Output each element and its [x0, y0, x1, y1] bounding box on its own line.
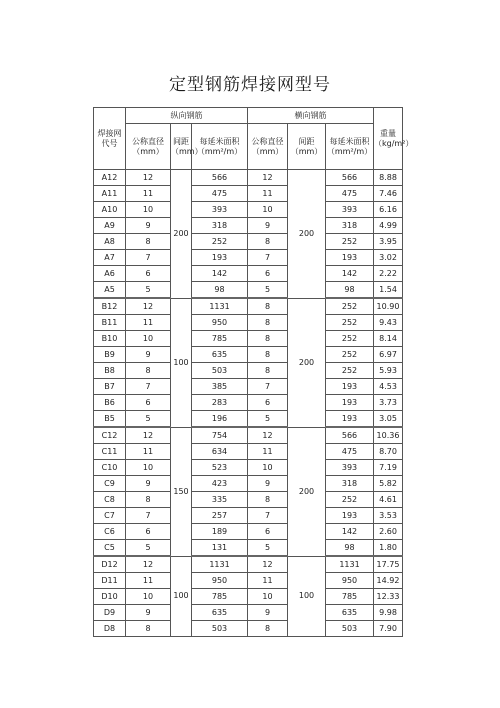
trans-diameter: 11	[248, 186, 288, 202]
weight: 4.53	[374, 379, 403, 395]
long-area: 754	[192, 427, 248, 444]
weight: 3.73	[374, 395, 403, 411]
header-long-diameter: 公称直径（mm）	[126, 124, 171, 170]
weight: 4.99	[374, 218, 403, 234]
trans-diameter: 8	[248, 492, 288, 508]
trans-diameter: 9	[248, 605, 288, 621]
trans-area: 98	[326, 540, 374, 557]
header-weight: 重量（kg/m²）	[374, 108, 403, 170]
trans-area: 98	[326, 282, 374, 299]
trans-spacing: 200	[288, 170, 326, 299]
row-code: B8	[94, 363, 126, 379]
long-area: 423	[192, 476, 248, 492]
long-diameter: 12	[126, 427, 171, 444]
table-row	[94, 186, 403, 202]
weight: 2.60	[374, 524, 403, 540]
long-diameter: 5	[126, 540, 171, 557]
weight: 8.14	[374, 331, 403, 347]
weight: 17.75	[374, 556, 403, 573]
trans-diameter: 9	[248, 218, 288, 234]
long-spacing: 100	[171, 298, 192, 427]
header-transverse: 横向钢筋	[248, 108, 374, 124]
trans-diameter: 10	[248, 202, 288, 218]
trans-area: 193	[326, 379, 374, 395]
weight: 1.54	[374, 282, 403, 299]
long-diameter: 9	[126, 218, 171, 234]
weight: 3.53	[374, 508, 403, 524]
row-code: C10	[94, 460, 126, 476]
weight: 7.90	[374, 621, 403, 637]
long-diameter: 10	[126, 331, 171, 347]
weight: 14.92	[374, 573, 403, 589]
weight: 12.33	[374, 589, 403, 605]
weight: 6.97	[374, 347, 403, 363]
trans-diameter: 8	[248, 331, 288, 347]
weight: 7.46	[374, 186, 403, 202]
table-row	[94, 508, 403, 524]
long-diameter: 9	[126, 605, 171, 621]
trans-diameter: 8	[248, 234, 288, 250]
trans-spacing: 100	[288, 556, 326, 637]
table-row	[94, 218, 403, 234]
trans-area: 1131	[326, 556, 374, 573]
table-row	[94, 556, 403, 573]
long-area: 257	[192, 508, 248, 524]
trans-diameter: 7	[248, 379, 288, 395]
row-code: C11	[94, 444, 126, 460]
long-diameter: 12	[126, 298, 171, 315]
row-code: D8	[94, 621, 126, 637]
trans-diameter: 8	[248, 315, 288, 331]
weight: 3.05	[374, 411, 403, 428]
long-diameter: 6	[126, 395, 171, 411]
row-code: D9	[94, 605, 126, 621]
trans-area: 393	[326, 202, 374, 218]
long-area: 252	[192, 234, 248, 250]
long-diameter: 11	[126, 315, 171, 331]
long-area: 523	[192, 460, 248, 476]
table-row	[94, 524, 403, 540]
trans-diameter: 11	[248, 444, 288, 460]
weight: 2.22	[374, 266, 403, 282]
trans-diameter: 6	[248, 524, 288, 540]
row-code: C5	[94, 540, 126, 557]
row-code: A10	[94, 202, 126, 218]
long-diameter: 8	[126, 492, 171, 508]
trans-area: 142	[326, 266, 374, 282]
table-row	[94, 540, 403, 557]
long-diameter: 12	[126, 556, 171, 573]
long-spacing: 150	[171, 427, 192, 556]
long-diameter: 7	[126, 508, 171, 524]
trans-diameter: 7	[248, 508, 288, 524]
long-area: 385	[192, 379, 248, 395]
trans-diameter: 8	[248, 347, 288, 363]
row-code: A8	[94, 234, 126, 250]
trans-spacing: 200	[288, 298, 326, 427]
weight: 8.88	[374, 170, 403, 186]
trans-area: 566	[326, 427, 374, 444]
trans-diameter: 10	[248, 589, 288, 605]
row-code: B5	[94, 411, 126, 428]
long-area: 503	[192, 363, 248, 379]
long-area: 1131	[192, 298, 248, 315]
row-code: A9	[94, 218, 126, 234]
weight: 9.43	[374, 315, 403, 331]
table-row	[94, 347, 403, 363]
table-row	[94, 444, 403, 460]
table-row	[94, 170, 403, 186]
trans-diameter: 12	[248, 427, 288, 444]
header-trans-spacing: 间距（mm）	[288, 124, 326, 170]
long-area: 1131	[192, 556, 248, 573]
row-code: C9	[94, 476, 126, 492]
trans-area: 252	[326, 298, 374, 315]
table-row	[94, 427, 403, 444]
trans-area: 193	[326, 395, 374, 411]
long-area: 635	[192, 605, 248, 621]
table-row	[94, 460, 403, 476]
page-title: 定型钢筋焊接网型号	[169, 75, 331, 95]
trans-area: 950	[326, 573, 374, 589]
long-diameter: 8	[126, 363, 171, 379]
trans-diameter: 8	[248, 363, 288, 379]
long-area: 98	[192, 282, 248, 299]
row-code: C7	[94, 508, 126, 524]
trans-area: 393	[326, 460, 374, 476]
trans-area: 252	[326, 315, 374, 331]
weight: 5.93	[374, 363, 403, 379]
long-diameter: 10	[126, 202, 171, 218]
trans-area: 193	[326, 411, 374, 428]
long-area: 393	[192, 202, 248, 218]
trans-area: 142	[326, 524, 374, 540]
long-area: 131	[192, 540, 248, 557]
table-row	[94, 363, 403, 379]
row-code: A12	[94, 170, 126, 186]
weight: 4.61	[374, 492, 403, 508]
table-row	[94, 476, 403, 492]
long-diameter: 8	[126, 621, 171, 637]
long-diameter: 6	[126, 266, 171, 282]
long-area: 635	[192, 347, 248, 363]
long-area: 566	[192, 170, 248, 186]
weight: 10.36	[374, 427, 403, 444]
table-row	[94, 234, 403, 250]
table-row	[94, 282, 403, 299]
long-area: 950	[192, 573, 248, 589]
trans-area: 252	[326, 492, 374, 508]
weight: 1.80	[374, 540, 403, 557]
long-spacing: 200	[171, 170, 192, 299]
long-area: 503	[192, 621, 248, 637]
trans-area: 252	[326, 347, 374, 363]
trans-area: 252	[326, 363, 374, 379]
trans-diameter: 11	[248, 573, 288, 589]
row-code: B10	[94, 331, 126, 347]
long-diameter: 11	[126, 186, 171, 202]
long-diameter: 9	[126, 347, 171, 363]
trans-diameter: 6	[248, 266, 288, 282]
weight: 3.02	[374, 250, 403, 266]
trans-area: 503	[326, 621, 374, 637]
long-area: 189	[192, 524, 248, 540]
row-code: B9	[94, 347, 126, 363]
header-long-spacing: 间距（mm）	[171, 124, 192, 170]
long-area: 785	[192, 589, 248, 605]
row-code: A11	[94, 186, 126, 202]
weight: 10.90	[374, 298, 403, 315]
long-area: 950	[192, 315, 248, 331]
header-trans-diameter: 公称直径（mm）	[248, 124, 288, 170]
long-diameter: 5	[126, 282, 171, 299]
header-longitudinal: 纵向钢筋	[126, 108, 248, 124]
trans-diameter: 7	[248, 250, 288, 266]
table-row	[94, 250, 403, 266]
header-code: 焊接网代号	[94, 108, 126, 170]
trans-diameter: 5	[248, 540, 288, 557]
table-row	[94, 411, 403, 428]
table-row	[94, 266, 403, 282]
trans-area: 785	[326, 589, 374, 605]
long-diameter: 9	[126, 476, 171, 492]
table-row	[94, 605, 403, 621]
trans-diameter: 8	[248, 621, 288, 637]
long-area: 283	[192, 395, 248, 411]
row-code: C12	[94, 427, 126, 444]
weight: 8.70	[374, 444, 403, 460]
table-row	[94, 315, 403, 331]
mesh-spec-table	[93, 107, 414, 637]
long-diameter: 7	[126, 379, 171, 395]
long-diameter: 5	[126, 411, 171, 428]
table-row	[94, 573, 403, 589]
row-code: C6	[94, 524, 126, 540]
row-code: A5	[94, 282, 126, 299]
long-diameter: 7	[126, 250, 171, 266]
table-row	[94, 202, 403, 218]
table-row	[94, 621, 403, 637]
table-row	[94, 379, 403, 395]
trans-area: 318	[326, 476, 374, 492]
long-area: 196	[192, 411, 248, 428]
long-diameter: 10	[126, 460, 171, 476]
long-diameter: 11	[126, 573, 171, 589]
trans-area: 475	[326, 186, 374, 202]
row-code: D11	[94, 573, 126, 589]
trans-diameter: 5	[248, 411, 288, 428]
long-area: 318	[192, 218, 248, 234]
table-row	[94, 492, 403, 508]
row-code: A7	[94, 250, 126, 266]
weight: 5.82	[374, 476, 403, 492]
row-code: B7	[94, 379, 126, 395]
row-code: B6	[94, 395, 126, 411]
row-code: D10	[94, 589, 126, 605]
long-diameter: 8	[126, 234, 171, 250]
row-code: C8	[94, 492, 126, 508]
header-trans-area: 每延米面积（mm²/m）	[326, 124, 374, 170]
long-area: 142	[192, 266, 248, 282]
long-diameter: 6	[126, 524, 171, 540]
long-spacing: 100	[171, 556, 192, 637]
trans-area: 193	[326, 250, 374, 266]
weight: 9.98	[374, 605, 403, 621]
trans-diameter: 8	[248, 298, 288, 315]
long-area: 475	[192, 186, 248, 202]
weight: 6.16	[374, 202, 403, 218]
long-area: 785	[192, 331, 248, 347]
row-code: B11	[94, 315, 126, 331]
long-area: 193	[192, 250, 248, 266]
trans-area: 252	[326, 331, 374, 347]
table-row	[94, 331, 403, 347]
trans-area: 252	[326, 234, 374, 250]
trans-area: 318	[326, 218, 374, 234]
weight: 7.19	[374, 460, 403, 476]
row-code: B12	[94, 298, 126, 315]
trans-area: 566	[326, 170, 374, 186]
long-diameter: 10	[126, 589, 171, 605]
row-code: A6	[94, 266, 126, 282]
weight: 3.95	[374, 234, 403, 250]
table-row	[94, 298, 403, 315]
trans-area: 193	[326, 508, 374, 524]
long-diameter: 11	[126, 444, 171, 460]
trans-diameter: 9	[248, 476, 288, 492]
row-code: D12	[94, 556, 126, 573]
trans-spacing: 200	[288, 427, 326, 556]
trans-diameter: 6	[248, 395, 288, 411]
header-long-area: 每延米面积（mm²/m）	[192, 124, 248, 170]
trans-area: 475	[326, 444, 374, 460]
long-diameter: 12	[126, 170, 171, 186]
long-area: 335	[192, 492, 248, 508]
long-area: 634	[192, 444, 248, 460]
trans-area: 635	[326, 605, 374, 621]
trans-diameter: 10	[248, 460, 288, 476]
table-row	[94, 395, 403, 411]
trans-diameter: 12	[248, 170, 288, 186]
trans-diameter: 12	[248, 556, 288, 573]
trans-diameter: 5	[248, 282, 288, 299]
table-row	[94, 589, 403, 605]
